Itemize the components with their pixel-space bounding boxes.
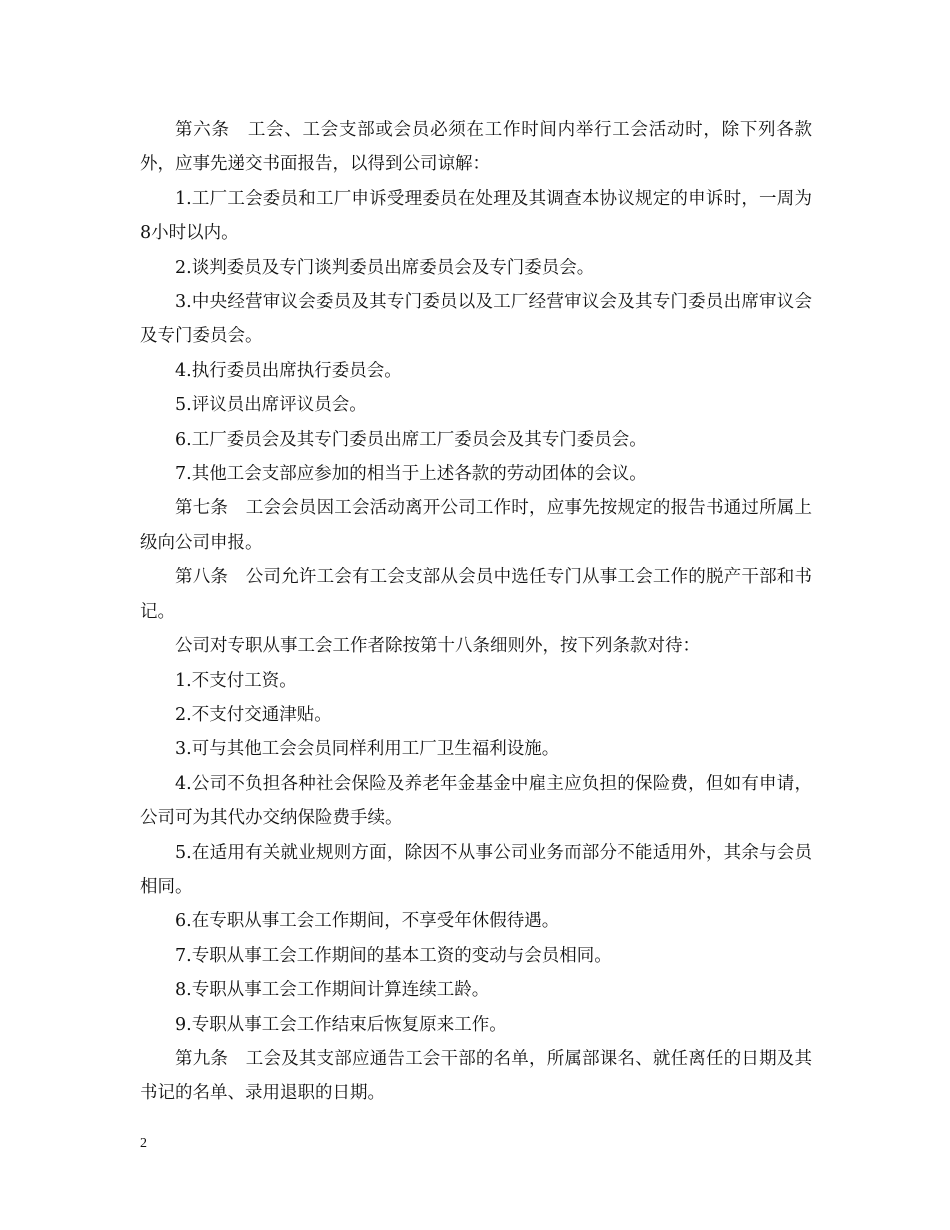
paragraph-item: 3.中央经营审议会委员及其专门委员以及工厂经营审议会及其专门委员出席审议会及专门委员会。: [140, 292, 812, 347]
page-number: 2: [140, 1136, 147, 1151]
document-body: [140, 113, 812, 1111]
paragraph-item: 1.工厂工会委员和工厂申诉受理委员在处理及其调查本协议规定的申诉时，一周为8小时以内。: [140, 188, 812, 244]
paragraph-item: 4.公司不负担各种社会保险及养老年金基金中雇主应负担的保险费，但如有申请，公司可为其代办交纳保险费手续。: [140, 773, 812, 829]
paragraph-item: 2.不支付交通津贴。: [175, 704, 332, 725]
paragraph-item: 1.不支付工资。: [175, 670, 297, 691]
paragraph-intro: 公司对专职从事工会工作者除按第十八条细则外，按下列条款对待：: [175, 636, 700, 657]
paragraph-item: 7.专职从事工会工作期间的基本工资的变动与会员相同。: [175, 945, 612, 966]
paragraph-item: 9.专职从事工会工作结束后恢复原来工作。: [175, 1014, 507, 1035]
paragraph-item: 7.其他工会支部应参加的相当于上述各款的劳动团体的会议。: [175, 464, 647, 485]
paragraph-item: 8.专职从事工会工作期间计算连续工龄。: [175, 980, 490, 1001]
paragraph-item: 3.可与其他工会会员同样利用工厂卫生福利设施。: [175, 739, 560, 760]
paragraph-article-6: 第六条 工会、工会支部或会员必须在工作时间内举行工会活动时，除下列各款外，应事先递交书面报告，以得到公司谅解：: [140, 120, 812, 175]
paragraph-article-7: 第七条 工会会员因工会活动离开公司工作时，应事先按规定的报告书通过所属上级向公司申报。: [140, 498, 812, 553]
paragraph-item: 5.评议员出席评议员会。: [175, 395, 367, 416]
paragraph-item: 2.谈判委员及专门谈判委员出席委员会及专门委员会。: [175, 257, 595, 278]
paragraph-item: 5.在适用有关就业规则方面，除因不从事公司业务而部分不能适用外，其余与会员相同。: [140, 842, 812, 897]
paragraph-article-9: 第九条 工会及其支部应通告工会干部的名单，所属部课名、就任离任的日期及其书记的名单、录用退职的日期。: [140, 1048, 812, 1104]
paragraph-item: 6.工厂委员会及其专门委员出席工厂委员会及其专门委员会。: [175, 429, 647, 450]
paragraph-article-8: 第八条 公司允许工会有工会支部从会员中选任专门从事工会工作的脱产干部和书记。: [140, 567, 812, 622]
paragraph-item: 4.执行委员出席执行委员会。: [175, 360, 402, 381]
paragraph-item: 6.在专职从事工会工作期间，不享受年休假待遇。: [175, 911, 560, 932]
